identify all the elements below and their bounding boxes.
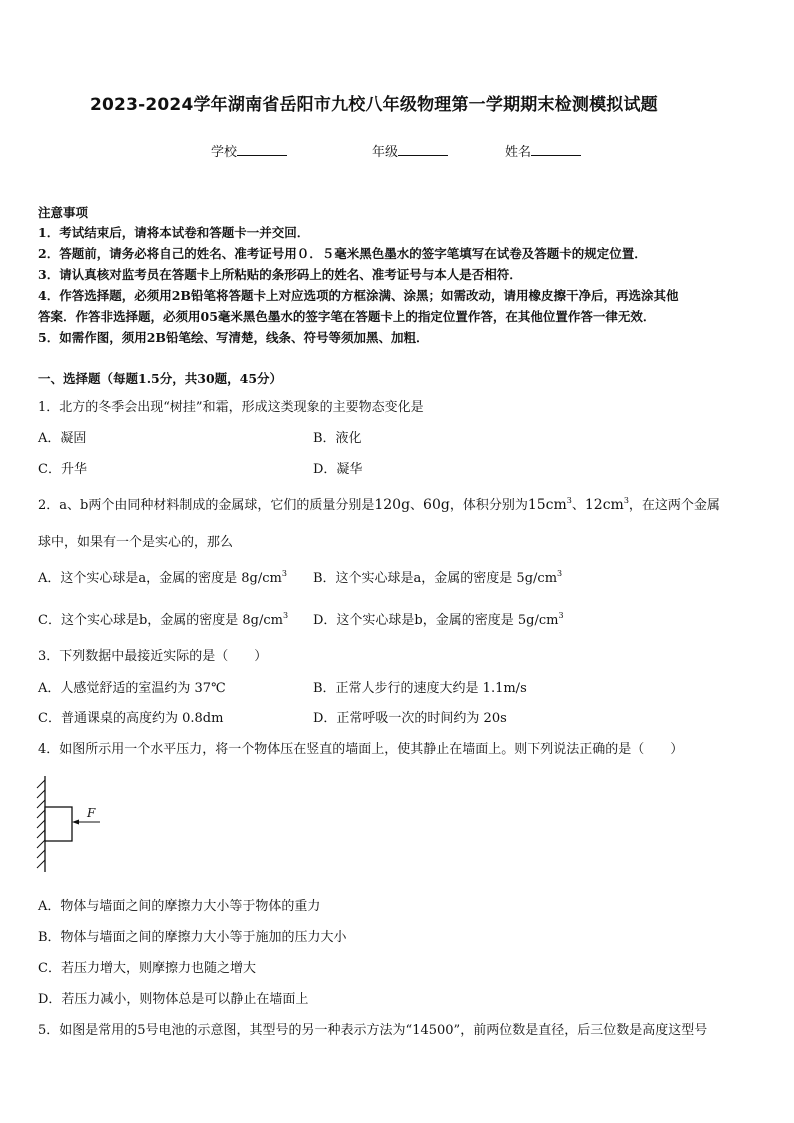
force-label: F [87, 806, 96, 820]
note-item: 1．考试结束后，请将本试卷和答题卡一并交回． [38, 225, 310, 240]
q2-option-a[interactable]: A．这个实心球是a，金属的密度是 $8g/cm^3$ [38, 569, 287, 586]
q3-option-d[interactable]: D．正常呼吸一次的时间约为 20s [313, 711, 507, 726]
q2-stem-line2: 球中，如果有一个是实心的，那么 [38, 535, 234, 550]
force-arrow-head [72, 820, 79, 825]
notes-heading: 注意事项 [38, 205, 89, 220]
q1-option-a[interactable]: A．凝固 [38, 431, 87, 446]
page-title: 2023-2024学年湖南省岳阳市九校八年级物理第一学期期末检测模拟试题 [90, 95, 658, 115]
q2-stem: 2．a、b两个由同种材料制成的金属球，它们的质量分别是120g、60g，体积分别为$15cm^3$、$12cm^3$，在这两个金属 [38, 496, 720, 513]
q3-option-b[interactable]: B．正常人步行的速度大约是 1.1m/s [313, 681, 527, 696]
q2-option-b[interactable]: B．这个实心球是a，金属的密度是 $5g/cm^3$ [313, 569, 563, 586]
q1-stem: 1．北方的冬季会出现“树挂”和霜，形成这类现象的主要物态变化是 [38, 400, 424, 415]
q2-option-c[interactable]: C．这个实心球是b，金属的密度是 $8g/cm^3$ [38, 611, 289, 628]
q3-stem: 3．下列数据中最接近实际的是（ ） [38, 649, 268, 664]
note-item: 答案．作答非选择题，必须用05毫米黑色墨水的签字笔在答题卡上的指定位置作答，在其他位置作答一律无效． [38, 309, 656, 324]
q3-option-c[interactable]: C．普通课桌的高度约为 0.8dm [38, 711, 224, 726]
q1-option-c[interactable]: C．升华 [38, 462, 87, 477]
q4-option-c[interactable]: C．若压力增大，则摩擦力也随之增大 [38, 961, 256, 976]
grade-label: 年级 [372, 145, 399, 160]
note-item: 3．请认真核对监考员在答题卡上所粘贴的条形码上的姓名、准考证号与本人是否相符． [38, 267, 522, 282]
name-label: 姓名 [505, 145, 532, 160]
school-label: 学校 [211, 145, 238, 160]
grade-field[interactable] [372, 141, 448, 160]
block [45, 807, 72, 841]
school-field[interactable] [211, 141, 287, 160]
q2-option-d[interactable]: D．这个实心球是b，金属的密度是 $5g/cm^3$ [313, 611, 564, 628]
q4-option-b[interactable]: B．物体与墙面之间的摩擦力大小等于施加的压力大小 [38, 930, 347, 945]
q4-option-d[interactable]: D．若压力减小，则物体总是可以静止在墙面上 [38, 992, 309, 1007]
name-field[interactable] [505, 141, 581, 160]
note-item: 2．答题前，请务必将自己的姓名、准考证号用０．５毫米黑色墨水的签字笔填写在试卷及答题卡的规定位置． [38, 246, 647, 261]
note-item: 4．作答选择题，必须用2B铅笔将答题卡上对应选项的方框涂满、涂黑；如需改动，请用橡皮擦干净后，再选涂其他 [38, 288, 679, 303]
note-item: 5．如需作图，须用2B铅笔绘、写清楚，线条、符号等须加黑、加粗． [38, 330, 429, 345]
q1-option-b[interactable]: B．液化 [313, 431, 362, 446]
q3-option-a[interactable]: A．人感觉舒适的室温约为 37℃ [38, 681, 226, 696]
q5-stem: 5．如图是常用的5号电池的示意图，其型号的另一种表示方法为“14500”，前两位数是直径，后三位数是高度这型号 [38, 1023, 708, 1038]
q1-option-d[interactable]: D．凝华 [313, 462, 363, 477]
wall-force-figure [34, 774, 114, 874]
q4-option-a[interactable]: A．物体与墙面之间的摩擦力大小等于物体的重力 [38, 899, 321, 914]
section-heading: 一、选择题（每题1.5分，共30题，45分） [38, 371, 283, 386]
q4-stem: 4．如图所示用一个水平压力，将一个物体压在竖直的墙面上，使其静止在墙面上。则下列说法正确的是（ ） [38, 742, 684, 757]
wall-hatching [37, 780, 45, 868]
